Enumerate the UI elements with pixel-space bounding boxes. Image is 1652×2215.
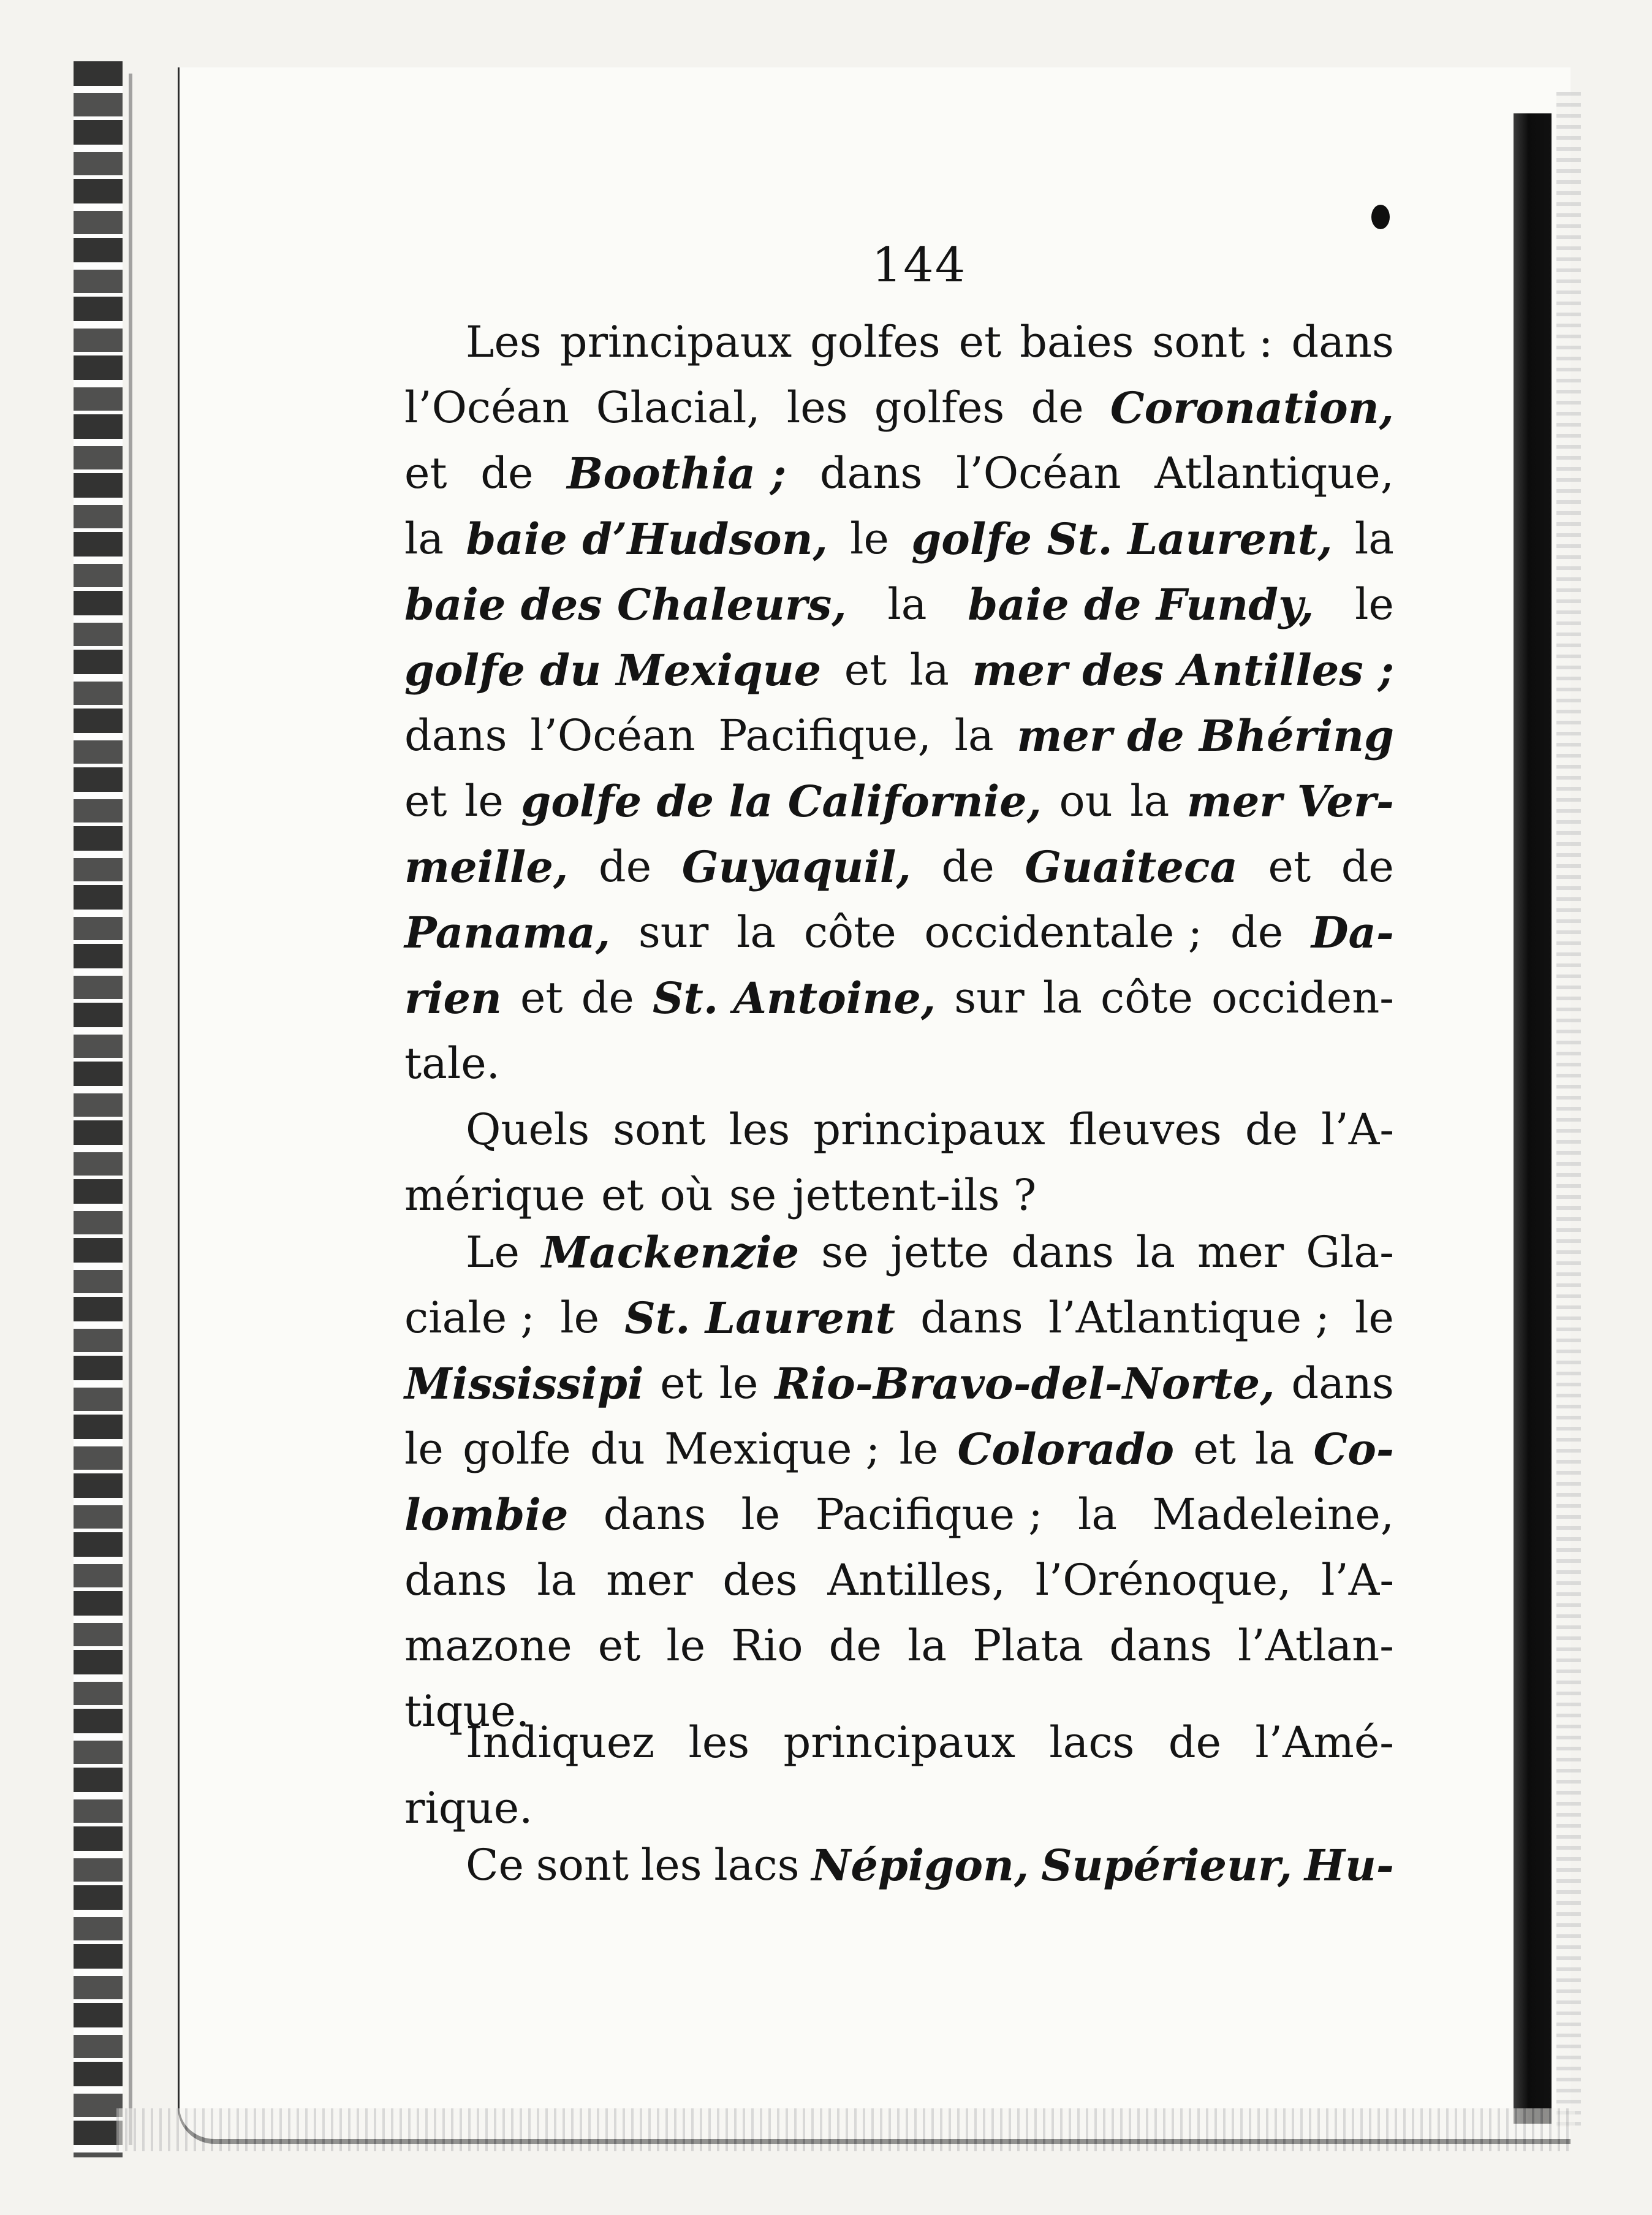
text-line: ciale ; le St. Laurent dans l’Atlantique ; le <box>404 1293 1394 1343</box>
text-line: rique. <box>404 1783 533 1833</box>
text-line: baie des Chaleurs, la baie de Fundy, le <box>404 579 1394 630</box>
page-edge-noise <box>1556 92 1581 2127</box>
text-line: mazone et le Rio de la Plata dans l’Atlan- <box>404 1620 1394 1671</box>
text-line: Mississipi et le Rio-Bravo-del-Norte, dans <box>404 1358 1394 1409</box>
text-line: le golfe du Mexique ; le Colorado et la Co- <box>404 1424 1394 1475</box>
text-line: mérique et où se jettent-ils ? <box>404 1170 1037 1220</box>
question-lakes <box>404 1710 1394 1841</box>
text-line: lombie dans le Pacifique ; la Madeleine, <box>404 1489 1394 1540</box>
paragraph-golfs <box>404 310 1394 1096</box>
text-line: et de Boothia ; dans l’Océan Atlantique, <box>404 448 1394 499</box>
text-line: Quels sont les principaux fleuves de l’A- <box>466 1104 1394 1155</box>
text-line: Panama, sur la côte occidentale ; de Da- <box>404 907 1394 958</box>
text-line: Ce sont les lacs Népigon, Supérieur, Hu- <box>466 1840 1394 1891</box>
text-line: l’Océan Glacial, les golfes de Coronation, <box>404 382 1394 433</box>
ink-blot <box>1371 205 1390 229</box>
text-line: golfe du Mexique et la mer des Antilles ; <box>404 645 1394 696</box>
binding-strip <box>74 61 123 2157</box>
paragraph-lakes <box>404 1833 1394 1898</box>
text-line: meille, de Guyaquil, de Guaiteca et de <box>404 842 1394 892</box>
text-line: la baie d’Hudson, le golfe St. Laurent, la <box>404 514 1394 564</box>
text-line: Indiquez les principaux lacs de l’Amé- <box>466 1717 1394 1768</box>
text-line: dans l’Océan Pacifique, la mer de Bhéring <box>404 710 1394 761</box>
binding-shadow <box>129 74 132 2145</box>
paragraph-rivers <box>404 1220 1394 1744</box>
text-line: Le Mackenzie se jette dans la mer Gla- <box>466 1227 1394 1278</box>
text-line: et le golfe de la Californie, ou la mer Ver- <box>404 776 1394 827</box>
page-number: 144 <box>871 238 967 293</box>
text-line: tique. <box>404 1686 530 1736</box>
text-line: Les principaux golfes et baies sont : dans <box>466 317 1394 367</box>
bottom-edge-noise <box>116 2108 1575 2151</box>
text-line: dans la mer des Antilles, l’Orénoque, l’A- <box>404 1555 1394 1605</box>
text-line: tale. <box>404 1038 500 1089</box>
page-edge-shadow <box>1514 113 1552 2124</box>
question-rivers <box>404 1097 1394 1228</box>
text-line: rien et de St. Antoine, sur la côte occiden- <box>404 973 1394 1024</box>
